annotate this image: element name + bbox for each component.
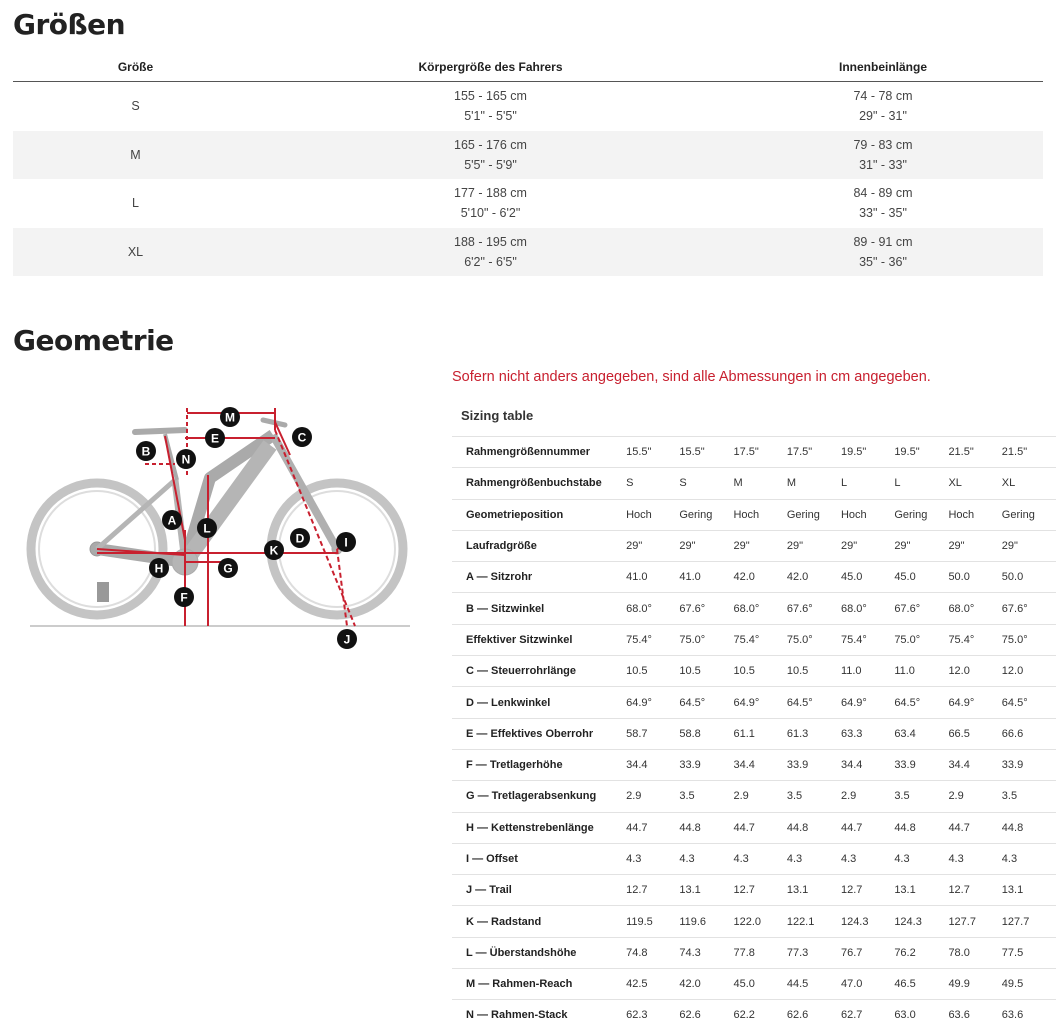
- geometry-value: 49.9: [948, 969, 1001, 1000]
- geometry-value: 64.5°: [1002, 687, 1056, 718]
- geometry-value: XL: [948, 468, 1001, 499]
- geometry-label: M — Rahmen-Reach: [452, 969, 626, 1000]
- diagram-label-d: [290, 528, 310, 548]
- geometry-value: 122.0: [733, 906, 786, 937]
- inseam-in: 35" - 36": [859, 254, 907, 269]
- geometry-value: Gering: [1002, 499, 1056, 530]
- inseam-cell: [723, 82, 1043, 131]
- svg-text:I: I: [344, 535, 348, 550]
- geometry-value: 41.0: [626, 562, 679, 593]
- geometry-row: [452, 437, 1056, 468]
- size-row: [13, 131, 1043, 180]
- geometry-value: 4.3: [948, 843, 1001, 874]
- inseam-in: 33" - 35": [859, 206, 907, 221]
- geometry-value: L: [841, 468, 894, 499]
- inseam-cm: 89 - 91 cm: [853, 234, 913, 249]
- sizes-table: [13, 53, 1043, 276]
- geometry-value: 44.7: [948, 812, 1001, 843]
- height-cm: 177 - 188 cm: [454, 186, 527, 201]
- size-row: [13, 228, 1043, 277]
- header-inseam: Innenbeinlänge: [723, 53, 1043, 82]
- bike-illustration: [30, 420, 410, 626]
- geometry-value: 29": [787, 530, 841, 561]
- geometry-value: 74.8: [626, 937, 679, 968]
- geometry-value: 3.5: [894, 781, 948, 812]
- geometry-value: 34.4: [733, 749, 786, 780]
- inseam-in: 29" - 31": [859, 109, 907, 124]
- geometry-value: 13.1: [679, 875, 733, 906]
- geometry-value: 122.1: [787, 906, 841, 937]
- geometry-row: [452, 593, 1056, 624]
- geometry-value: 66.5: [948, 718, 1001, 749]
- size-cell: M: [13, 131, 258, 180]
- geometry-value: 64.9°: [948, 687, 1001, 718]
- geometry-row: [452, 1000, 1056, 1031]
- geometry-value: 64.5°: [787, 687, 841, 718]
- geometry-value: 127.7: [1002, 906, 1056, 937]
- geometry-value: 63.6: [948, 1000, 1001, 1031]
- geometry-row: [452, 656, 1056, 687]
- geometry-value: 11.0: [841, 656, 894, 687]
- geometry-row: [452, 687, 1056, 718]
- geometry-value: 12.0: [1002, 656, 1056, 687]
- geometry-title: Geometrie: [13, 324, 174, 357]
- geometry-value: 13.1: [894, 875, 948, 906]
- geometry-value: 44.7: [733, 812, 786, 843]
- diagram-label-c: [292, 427, 312, 447]
- geometry-row: [452, 781, 1056, 812]
- geometry-label: Rahmengrößenbuchstabe: [452, 468, 626, 499]
- geometry-value: 13.1: [1002, 875, 1056, 906]
- geometry-value: 12.7: [626, 875, 679, 906]
- geometry-value: 12.7: [733, 875, 786, 906]
- geometry-value: 4.3: [894, 843, 948, 874]
- geometry-row: [452, 969, 1056, 1000]
- geometry-value: 19.5": [841, 437, 894, 468]
- diagram-label-e: [205, 428, 225, 448]
- svg-text:A: A: [167, 513, 177, 528]
- geometry-value: 67.6°: [1002, 593, 1056, 624]
- inseam-cell: [723, 131, 1043, 180]
- header-size: Größe: [13, 53, 258, 82]
- geometry-value: 2.9: [626, 781, 679, 812]
- geometry-value: 4.3: [787, 843, 841, 874]
- svg-text:J: J: [343, 632, 351, 647]
- geometry-value: 2.9: [841, 781, 894, 812]
- geometry-value: 3.5: [1002, 781, 1056, 812]
- geometry-value: 4.3: [733, 843, 786, 874]
- geometry-row: [452, 906, 1056, 937]
- geometry-value: 42.5: [626, 969, 679, 1000]
- size-row: [13, 179, 1043, 228]
- geometry-value: 4.3: [1002, 843, 1056, 874]
- diagram-label-b: [136, 441, 156, 461]
- geometry-label: B — Sitzwinkel: [452, 593, 626, 624]
- geometry-value: 64.9°: [733, 687, 786, 718]
- geometry-value: 62.6: [787, 1000, 841, 1031]
- diagram-label-h: [149, 558, 169, 578]
- svg-text:K: K: [269, 543, 279, 558]
- geometry-value: L: [894, 468, 948, 499]
- geometry-value: 119.5: [626, 906, 679, 937]
- geometry-value: 33.9: [679, 749, 733, 780]
- bike-geometry-diagram: [25, 400, 415, 660]
- geometry-value: 45.0: [841, 562, 894, 593]
- geometry-value: 4.3: [841, 843, 894, 874]
- geometry-value: 15.5": [626, 437, 679, 468]
- diagram-label-j: [337, 629, 357, 649]
- geometry-value: 44.7: [626, 812, 679, 843]
- geometry-value: 62.6: [679, 1000, 733, 1031]
- geometry-value: 44.8: [679, 812, 733, 843]
- geometry-value: Gering: [679, 499, 733, 530]
- geometry-label: H — Kettenstrebenlänge: [452, 812, 626, 843]
- geometry-value: 13.1: [787, 875, 841, 906]
- geometry-value: 67.6°: [679, 593, 733, 624]
- geometry-row: [452, 749, 1056, 780]
- geometry-value: 62.2: [733, 1000, 786, 1031]
- geometry-value: 68.0°: [626, 593, 679, 624]
- geometry-value: 17.5": [787, 437, 841, 468]
- inseam-cm: 79 - 83 cm: [853, 137, 913, 152]
- diagram-label-i: [336, 532, 356, 552]
- geometry-value: 15.5": [679, 437, 733, 468]
- geometry-value: 42.0: [787, 562, 841, 593]
- svg-text:L: L: [203, 521, 211, 536]
- size-cell: S: [131, 99, 140, 114]
- geometry-value: 44.8: [787, 812, 841, 843]
- geometry-value: 61.3: [787, 718, 841, 749]
- geometry-value: 124.3: [894, 906, 948, 937]
- size-cell: XL: [13, 228, 258, 277]
- geometry-value: 75.4°: [948, 624, 1001, 655]
- geometry-value: 75.4°: [841, 624, 894, 655]
- rider-height-cell: [258, 131, 723, 180]
- geometry-value: 4.3: [679, 843, 733, 874]
- geometry-label: Rahmengrößennummer: [452, 437, 626, 468]
- geometry-label: E — Effektives Oberrohr: [452, 718, 626, 749]
- svg-text:N: N: [181, 452, 191, 467]
- inseam-cell: [723, 228, 1043, 277]
- height-cm: 188 - 195 cm: [454, 234, 527, 249]
- height-in: 6'2" - 6'5": [464, 254, 517, 269]
- geometry-value: 63.6: [1002, 1000, 1056, 1031]
- diagram-label-g: [218, 558, 238, 578]
- diagram-label-k: [264, 540, 284, 560]
- svg-text:G: G: [223, 561, 233, 576]
- geometry-label: Laufradgröße: [452, 530, 626, 561]
- geometry-value: 12.7: [841, 875, 894, 906]
- geometry-value: 64.9°: [626, 687, 679, 718]
- geometry-row: [452, 624, 1056, 655]
- size-cell: L: [132, 196, 139, 211]
- geometry-label: N — Rahmen-Stack: [452, 1000, 626, 1031]
- diagram-label-f: [174, 587, 194, 607]
- geometry-value: 29": [733, 530, 786, 561]
- geometry-value: Hoch: [841, 499, 894, 530]
- geometry-value: 2.9: [948, 781, 1001, 812]
- geometry-value: 21.5": [1002, 437, 1056, 468]
- geometry-value: 64.9°: [841, 687, 894, 718]
- geometry-value: 76.2: [894, 937, 948, 968]
- geometry-value: 10.5: [679, 656, 733, 687]
- geometry-value: 45.0: [894, 562, 948, 593]
- geometry-value: 68.0°: [733, 593, 786, 624]
- geometry-label: C — Steuerrohrlänge: [452, 656, 626, 687]
- geometry-value: 63.3: [841, 718, 894, 749]
- geometry-value: 44.5: [787, 969, 841, 1000]
- geometry-value: 33.9: [894, 749, 948, 780]
- geometry-label: L — Überstandshöhe: [452, 937, 626, 968]
- geometry-row: [452, 499, 1056, 530]
- geometry-row: [452, 843, 1056, 874]
- header-rider-height: Körpergröße des Fahrers: [258, 53, 723, 82]
- size-row: [13, 82, 1043, 131]
- geometry-row: [452, 718, 1056, 749]
- geometry-label: I — Offset: [452, 843, 626, 874]
- geometry-value: 29": [841, 530, 894, 561]
- geometry-value: 77.3: [787, 937, 841, 968]
- geometry-label: K — Radstand: [452, 906, 626, 937]
- svg-text:C: C: [297, 430, 307, 445]
- saddle: [135, 430, 185, 432]
- geometry-value: 19.5": [894, 437, 948, 468]
- geometry-value: 127.7: [948, 906, 1001, 937]
- inseam-in: 31" - 33": [859, 157, 907, 172]
- geometry-value: 119.6: [679, 906, 733, 937]
- geometry-value: 58.8: [679, 718, 733, 749]
- height-cm: 165 - 176 cm: [454, 137, 527, 152]
- geometry-value: 67.6°: [787, 593, 841, 624]
- geometry-value: 76.7: [841, 937, 894, 968]
- geometry-value: M: [787, 468, 841, 499]
- diagram-label-m: [220, 407, 240, 427]
- diagram-label-n: [176, 449, 196, 469]
- sizes-header-row: [13, 53, 1043, 82]
- geometry-row: [452, 562, 1056, 593]
- sizes-title: Größen: [13, 8, 126, 41]
- geometry-value: 68.0°: [948, 593, 1001, 624]
- geometry-value: Gering: [787, 499, 841, 530]
- height-cm: 155 - 165 cm: [454, 89, 527, 104]
- geometry-value: 49.5: [1002, 969, 1056, 1000]
- diagram-label-l: [197, 518, 217, 538]
- geometry-value: 75.0°: [679, 624, 733, 655]
- svg-text:M: M: [225, 410, 235, 425]
- inseam-cm: 74 - 78 cm: [853, 89, 913, 104]
- geometry-row: [452, 812, 1056, 843]
- geometry-value: 58.7: [626, 718, 679, 749]
- geometry-value: 63.4: [894, 718, 948, 749]
- geometry-value: Hoch: [626, 499, 679, 530]
- geometry-value: 42.0: [679, 969, 733, 1000]
- geometry-value: 50.0: [1002, 562, 1056, 593]
- geometry-row: [452, 468, 1056, 499]
- units-note: Sofern nicht anders angegeben, sind alle Abmessungen in cm angegeben.: [452, 369, 931, 385]
- geometry-value: 75.0°: [1002, 624, 1056, 655]
- geometry-value: 74.3: [679, 937, 733, 968]
- geometry-value: 12.7: [948, 875, 1001, 906]
- geometry-value: 124.3: [841, 906, 894, 937]
- rider-height-cell: [258, 179, 723, 228]
- geometry-value: 10.5: [733, 656, 786, 687]
- geometry-value: 33.9: [1002, 749, 1056, 780]
- geometry-value: 75.0°: [787, 624, 841, 655]
- geometry-value: 45.0: [733, 969, 786, 1000]
- geometry-value: 46.5: [894, 969, 948, 1000]
- geometry-value: Hoch: [948, 499, 1001, 530]
- geometry-value: 63.0: [894, 1000, 948, 1031]
- geometry-label: G — Tretlagerabsenkung: [452, 781, 626, 812]
- geometry-value: 34.4: [948, 749, 1001, 780]
- svg-text:E: E: [210, 431, 220, 446]
- geometry-table: [452, 436, 1056, 1031]
- geometry-label: F — Tretlagerhöhe: [452, 749, 626, 780]
- geometry-value: 21.5": [948, 437, 1001, 468]
- geometry-value: 29": [894, 530, 948, 561]
- rider-height-cell: [258, 82, 723, 131]
- geometry-value: 44.7: [841, 812, 894, 843]
- geometry-row: [452, 875, 1056, 906]
- geometry-value: 29": [1002, 530, 1056, 561]
- geometry-value: 4.3: [626, 843, 679, 874]
- svg-text:D: D: [295, 531, 305, 546]
- height-in: 5'10" - 6'2": [460, 206, 521, 221]
- geometry-value: 29": [948, 530, 1001, 561]
- geometry-value: M: [733, 468, 786, 499]
- geometry-value: 64.5°: [679, 687, 733, 718]
- geometry-value: 10.5: [626, 656, 679, 687]
- geometry-row: [452, 937, 1056, 968]
- geometry-label: D — Lenkwinkel: [452, 687, 626, 718]
- geometry-value: 2.9: [733, 781, 786, 812]
- geometry-value: 47.0: [841, 969, 894, 1000]
- svg-text:H: H: [154, 561, 164, 576]
- geometry-value: 29": [626, 530, 679, 561]
- geometry-value: 75.0°: [894, 624, 948, 655]
- geometry-value: 50.0: [948, 562, 1001, 593]
- svg-text:F: F: [180, 590, 188, 605]
- geometry-label: Geometrieposition: [452, 499, 626, 530]
- geometry-value: 3.5: [679, 781, 733, 812]
- geometry-value: 11.0: [894, 656, 948, 687]
- geometry-value: 44.8: [894, 812, 948, 843]
- geometry-value: Hoch: [733, 499, 786, 530]
- geometry-value: 62.7: [841, 1000, 894, 1031]
- geometry-value: S: [626, 468, 679, 499]
- geometry-value: 77.8: [733, 937, 786, 968]
- geometry-value: 44.8: [1002, 812, 1056, 843]
- height-in: 5'1" - 5'5": [464, 109, 517, 124]
- inseam-cm: 84 - 89 cm: [853, 186, 913, 201]
- geometry-value: 75.4°: [626, 624, 679, 655]
- geometry-value: 29": [679, 530, 733, 561]
- rider-height-cell: [258, 228, 723, 277]
- geometry-value: 34.4: [626, 749, 679, 780]
- geometry-row: [452, 530, 1056, 561]
- geometry-value: 75.4°: [733, 624, 786, 655]
- geometry-value: 64.5°: [894, 687, 948, 718]
- geometry-value: S: [679, 468, 733, 499]
- inseam-cell: [723, 179, 1043, 228]
- geometry-value: 17.5": [733, 437, 786, 468]
- geometry-value: Gering: [894, 499, 948, 530]
- height-in: 5'5" - 5'9": [464, 157, 517, 172]
- geometry-label: A — Sitzrohr: [452, 562, 626, 593]
- geometry-value: 3.5: [787, 781, 841, 812]
- geometry-value: 66.6: [1002, 718, 1056, 749]
- geometry-value: 12.0: [948, 656, 1001, 687]
- geometry-value: 62.3: [626, 1000, 679, 1031]
- geometry-value: 67.6°: [894, 593, 948, 624]
- geometry-value: XL: [1002, 468, 1056, 499]
- geometry-value: 10.5: [787, 656, 841, 687]
- geometry-value: 68.0°: [841, 593, 894, 624]
- geometry-value: 77.5: [1002, 937, 1056, 968]
- geometry-value: 78.0: [948, 937, 1001, 968]
- geometry-value: 42.0: [733, 562, 786, 593]
- geometry-value: 41.0: [679, 562, 733, 593]
- geometry-label: Effektiver Sitzwinkel: [452, 624, 626, 655]
- geometry-value: 33.9: [787, 749, 841, 780]
- diagram-label-a: [162, 510, 182, 530]
- geometry-label: J — Trail: [452, 875, 626, 906]
- geometry-value: 34.4: [841, 749, 894, 780]
- svg-text:B: B: [141, 444, 151, 459]
- geometry-value: 61.1: [733, 718, 786, 749]
- sizing-table-label: Sizing table: [461, 408, 534, 423]
